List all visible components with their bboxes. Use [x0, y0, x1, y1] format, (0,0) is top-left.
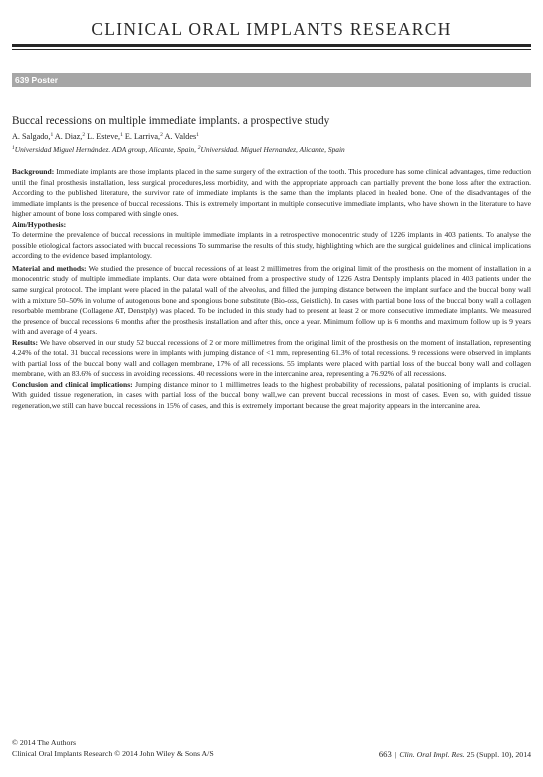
results-text: We have observed in our study 52 buccal recessions of 2 or more millimetres from the original limit of the prosthesis on the moment of installation, representing 4.24% of the total. 31 buccal recessions were in implants with jumping distance of <1 mm, representing 61.3% of total recessions. 9 recessions were observed in implants with partial loss of the buccal bony wall and collagen membrane, 17% of all recessions. 55 implants were placed with partial loss of the buccal bony wall and collagen membrane, with an 83.6% of success in avoiding recessions. 40 recessions were in the intercanine area, representing a 76.92% of all recessions.	[12, 337, 531, 379]
conclusion-paragraph	[12, 380, 531, 412]
author-list	[12, 132, 531, 141]
author: A. Diaz,$^2$	[54, 132, 86, 141]
poster-label-band	[12, 73, 531, 87]
page-number: 663	[378, 749, 392, 759]
affiliation: Universidad. Miguel Hernandez, Alicante, Spain	[200, 145, 345, 154]
author: A. Valdes$^1$	[164, 132, 199, 141]
poster-label: 639 Poster	[15, 75, 58, 85]
footer-journal-line: Clinical Oral Implants Research © 2014 John Wiley & Sons A/S	[12, 749, 214, 758]
background-paragraph	[12, 167, 531, 220]
author: A. Salgado,$^1$	[12, 132, 54, 141]
background-text: Immediate implants are those implants placed in the same surgery of the extraction of the tooth. This procedure has some clinical advantages, time reduction until the final prosthesis installation, less surgical procedures,less morbidity, and with the appropriate approach can partially prevent the bone loss after the extraction. According to the published literature, the survivor rate of immediate implants is the same than the implants placed in healed bone. One of the disadvantages of the immediate implants is the presence of buccal recessions. This is extremely important in multiple consecutive immediate implants, who have shown in the literature to have higher amount of bone loss compared with single ones.	[12, 167, 531, 219]
methods-text: We studied the presence of buccal recessions of at least 2 millimetres from the original limit of the prosthesis on the moment of installation in a monocentric study of multiple immediate implants. Our data were obtained from a prospective study of 1226 Astra Dentsply implants placed in 403 patients under the same surgical protocol. The implant were placed in the palatal wall of the alveolus, and filled the jumping distance between the implant surface and the buccal bony wall with a mixture 50–50% in volume of autogenous bone and spongious bone substitute (Bio-oss, Geistlich). In cases with partial bone loss of the buccal bony wall a collagen resorbable membrane (Collagene AT, Denstply) was placed. To be included in this study had to present at least 2 or more consecutive immediate implants. We measured the presence of buccal recessions 6 months after the prosthesis installation and after this, once a year. Minimum follow up is 6 months and maximum follow up is 9 years with and average of 4 years.	[12, 263, 531, 337]
footer-copyright: © 2014 The Authors	[12, 738, 77, 747]
footer-citation	[379, 749, 531, 759]
journal-title: CLINICAL ORAL IMPLANTS RESEARCH	[91, 19, 452, 39]
methods-heading: Material and methods:	[12, 263, 87, 273]
abstract-body	[12, 167, 531, 412]
affiliations: $^1$Universidad Miguel Hernández. ADA group, Alicante, Spain, $^2$Universidad. Miguel Hernandez, Alicante, Spain	[12, 145, 345, 154]
affiliation: Universidad Miguel Hernández. ADA group, Alicante, Spain,	[14, 145, 198, 154]
background-heading: Background:	[12, 167, 55, 176]
conclusion-text: Jumping distance minor to 1 millimetres leads to the highest probability of recessions, palatal positioning of implants is crucial. With guided tissue regeneration, in cases with partial loss of the buccal bony wall,we can prevent buccal recessions in most of cases. Even so, with guided tissue regeneration,we still can have buccal recessions in 15% of cases, and this is extremely important because the great majority appears in the intercanine area.	[12, 379, 531, 411]
conclusion-heading: Conclusion and clinical implications:	[12, 379, 133, 389]
journal-abbreviation: Clin. Oral Impl. Res.	[399, 750, 465, 759]
footer-separator: |	[394, 750, 397, 759]
methods-paragraph	[12, 264, 531, 338]
aims-paragraph: To determine the prevalence of buccal recessions in multiple immediate implants in a retrospective monocentric study of 1226 implants in 403 patients. To analyse the possible etiological factors associated with buccal recessions To summarise the results of this study, highlighting which are the surgical guidelines and clinical implications according to the evidence based implantology.	[12, 230, 531, 261]
article-title: Buccal recessions on multiple immediate implants. a prospective study	[12, 115, 330, 127]
header-rule-thick	[12, 44, 531, 47]
header-rule-thin	[12, 49, 531, 50]
results-paragraph	[12, 338, 531, 380]
volume-info: 25 (Suppl. 10), 2014	[464, 750, 531, 759]
aims-heading: Aim/Hypothesis:	[12, 219, 67, 229]
author: E. Larriva,$^2$	[124, 132, 163, 141]
author: L. Esteve,$^1$	[87, 132, 123, 141]
results-heading: Results:	[12, 337, 38, 347]
